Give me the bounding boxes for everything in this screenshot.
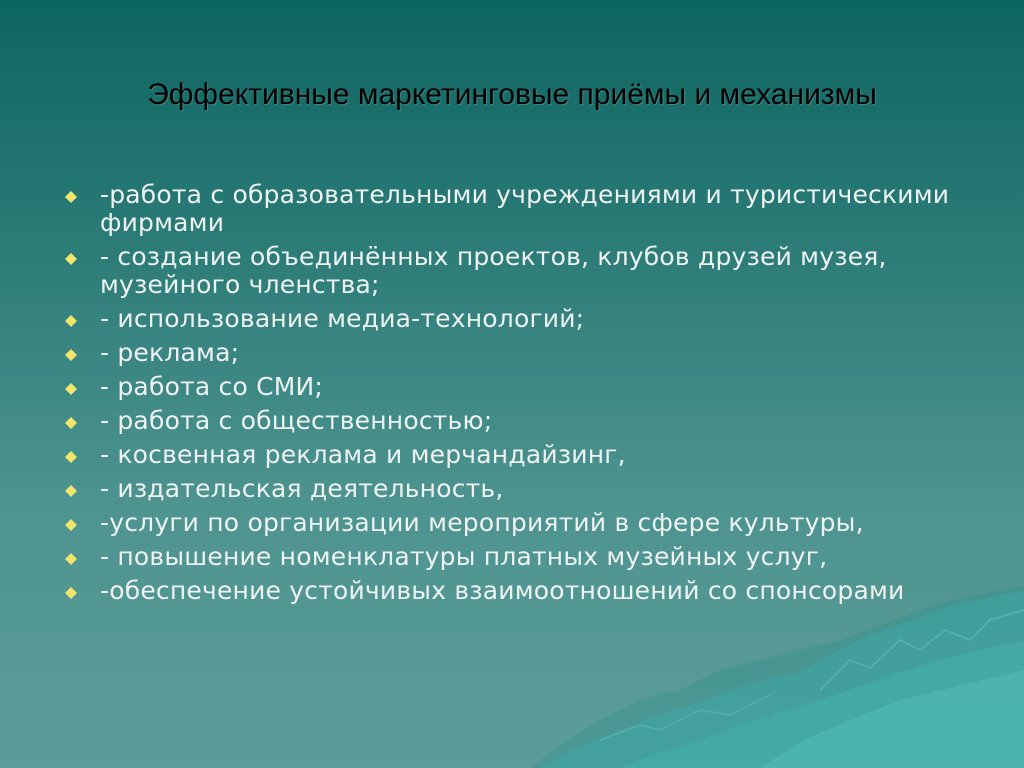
diamond-bullet-icon (65, 451, 77, 463)
bullet-text: - создание объединённых проектов, клубов друзей музея, музейного членства; (100, 242, 887, 299)
bullet-text: - издательская деятельность, (100, 474, 504, 503)
diamond-bullet-icon (65, 553, 77, 565)
diamond-bullet-icon (65, 519, 77, 531)
bullet-text: - реклама; (100, 338, 240, 367)
bullet-text: - работа со СМИ; (100, 372, 324, 401)
bullet-text: - косвенная реклама и мерчандайзинг, (100, 440, 626, 469)
bullet-item (64, 543, 964, 571)
bullet-text: - повышение номенклатуры платных музейных услуг, (100, 542, 828, 571)
diamond-bullet-icon (65, 587, 77, 599)
bullet-text: - работа с общественностью; (100, 406, 493, 435)
bullet-list (64, 181, 964, 611)
diamond-bullet-icon (65, 417, 77, 429)
diamond-bullet-icon (65, 349, 77, 361)
bullet-item (64, 373, 964, 401)
bullet-text: -услуги по организации мероприятий в сфере культуры, (100, 508, 864, 537)
bullet-item (64, 475, 964, 503)
diamond-bullet-icon (65, 485, 77, 497)
bullet-item (64, 305, 964, 333)
diamond-bullet-icon (65, 383, 77, 395)
diamond-bullet-icon (65, 315, 77, 327)
bullet-item (64, 577, 964, 605)
diamond-bullet-icon (65, 191, 77, 203)
bullet-text: - использование медиа-технологий; (100, 304, 585, 333)
bullet-item (64, 407, 964, 435)
diamond-bullet-icon (65, 253, 77, 265)
bullet-item (64, 243, 964, 299)
slide-title: Эффективные маркетинговые приёмы и механизмы (147, 78, 877, 111)
bullet-text: -работа с образовательными учреждениями и туристическими фирмами (100, 180, 950, 237)
bullet-item (64, 509, 964, 537)
bullet-item (64, 181, 964, 237)
bullet-text: -обеспечение устойчивых взаимоотношений со спонсорами (100, 576, 905, 605)
bullet-item (64, 339, 964, 367)
bullet-item (64, 441, 964, 469)
